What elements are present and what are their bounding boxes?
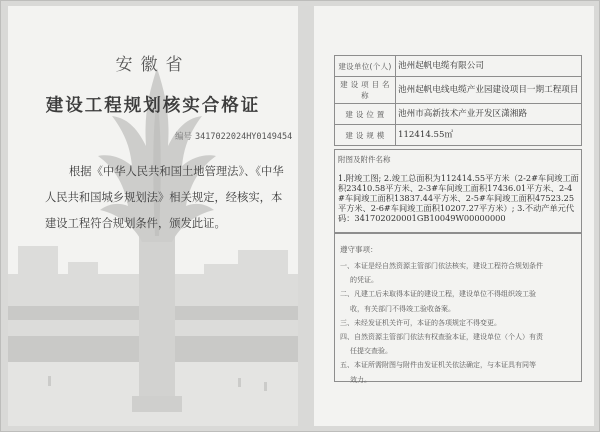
- certificate-details-page: [314, 6, 594, 426]
- serial-number-line: [175, 130, 292, 142]
- field-label: 建 设 位 置: [335, 104, 396, 125]
- field-label: 建 设 项 目 名 称: [335, 77, 396, 104]
- field-value: 池州起帆电线电缆产业园建设项目一期工程项目: [396, 77, 582, 104]
- notice-line: 一、本证是经自然资源主管部门依法核实，建设工程符合规划条件: [340, 262, 543, 270]
- notice-line: 四、自然资源主管部门依法有权查验本证，建设单位（个人）有责: [340, 333, 543, 342]
- serial-label: 编号: [175, 132, 193, 142]
- attachments-title: 附图及附件名称: [338, 155, 391, 164]
- list-item: [340, 259, 577, 287]
- notice-continuation: 收，有关部门不得竣工验收备案。: [350, 304, 455, 313]
- certificate-body: [45, 159, 285, 237]
- notice-line: 五、本证所需附图与附件由发证机关依法确定，与本证具有同等: [340, 361, 536, 370]
- table-row: [335, 104, 582, 125]
- attachments-section: [334, 149, 582, 233]
- notices-title: 遵守事项：: [340, 245, 378, 254]
- list-item: [340, 330, 577, 358]
- certificate-cover-page: [8, 6, 298, 426]
- list-item: [340, 287, 577, 315]
- province-name: 安徽省: [115, 55, 191, 75]
- certificate-title: 建设工程规划核实合格证: [45, 96, 261, 116]
- notice-continuation: 的凭证。: [350, 276, 378, 285]
- field-value: 池州起帆电缆有限公司: [396, 56, 582, 77]
- field-value: 112414.55㎡: [396, 125, 582, 146]
- notice-line: 二、凡建工后未取得本证的建设工程，建设单位不得组织竣工验: [340, 290, 536, 299]
- project-info-table: [334, 55, 582, 146]
- notices-section: [334, 233, 582, 382]
- table-row: [335, 125, 582, 146]
- attachments-text: 1.附竣工图; 2.竣工总面积为112414.55平方米（2-2#车间竣工面积23410.58平方米、2-3#车间竣工面积17436.01平方米、2-4#车间竣工面积13837.44平方米、2-5#车间竣工面积47523.25平方米、2-6#车间竣工面积10207.27平方米）; 3.不动产单元代码：341702020001GB10049W00000000: [338, 173, 579, 223]
- field-label: 建设单位(个人): [335, 56, 396, 77]
- field-label: 建 设 规 模: [335, 125, 396, 146]
- table-row: [335, 56, 582, 77]
- serial-number: 3417022024HY0149454: [195, 132, 293, 142]
- notices-list: [335, 259, 581, 387]
- table-row: [335, 77, 582, 104]
- notice-continuation: 任提交查验。: [350, 347, 392, 356]
- list-item: [340, 358, 577, 386]
- list-item: [340, 316, 577, 330]
- notice-line: 三、未经发证机关许可，本证的各项规定不得变更。: [340, 318, 501, 327]
- body-paragraph: 根据《中华人民共和国土地管理法》、《中华人民共和国城乡规划法》相关规定，经核实，本建设工程符合规划条件，颁发此证。: [45, 165, 284, 230]
- field-value: 池州市高新技术产业开发区潇湘路: [396, 104, 582, 125]
- notice-continuation: 效力。: [350, 375, 371, 384]
